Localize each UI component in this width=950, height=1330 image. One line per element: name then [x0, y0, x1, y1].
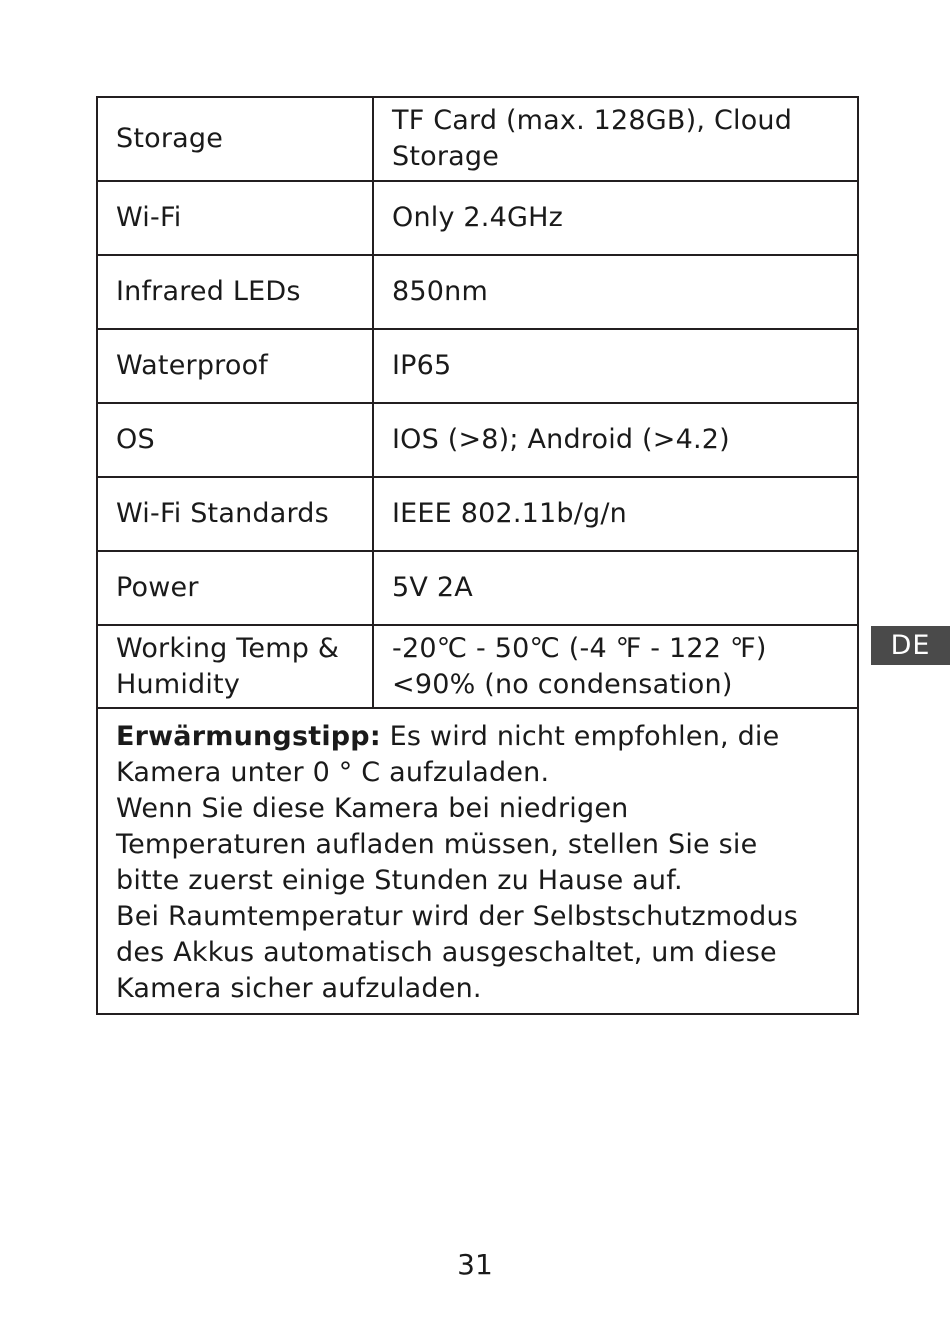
- note-line: des Akkus automatisch ausgeschaltet, um diese: [116, 937, 777, 968]
- spec-label: Power: [97, 551, 373, 625]
- note-line: Temperaturen aufladen müssen, stellen Sie sie: [116, 829, 758, 860]
- spec-value: Only 2.4GHz: [373, 181, 858, 255]
- note-line: Kamera unter 0 ° C aufzuladen.: [116, 757, 550, 788]
- spec-label-line: Humidity: [116, 668, 241, 700]
- charging-tip-row: [97, 708, 858, 1014]
- spec-value-line: TF Card (max. 128GB), Cloud: [392, 105, 793, 136]
- spec-row-infrared-leds: [97, 255, 858, 329]
- specifications-table: [96, 96, 859, 1015]
- spec-value: 850nm: [373, 255, 858, 329]
- note-line: bitte zuerst einige Stunden zu Hause auf.: [116, 865, 683, 896]
- spec-value: IEEE 802.11b/g/n: [373, 477, 858, 551]
- note-line: Wenn Sie diese Kamera bei niedrigen: [116, 793, 629, 824]
- note-line: Bei Raumtemperatur wird der Selbstschutzmodus: [116, 901, 799, 932]
- note-line: Kamera sicher aufzuladen.: [116, 973, 482, 1004]
- spec-value-line: -20℃ - 50℃ (-4 ℉ - 122 ℉): [392, 632, 767, 664]
- spec-row-wifi: [97, 181, 858, 255]
- spec-value: IOS (>8); Android (>4.2): [373, 403, 858, 477]
- spec-label-line: Working Temp &: [116, 632, 340, 664]
- spec-label: Waterproof: [97, 329, 373, 403]
- spec-label: Wi-Fi: [97, 181, 373, 255]
- spec-row-storage: [97, 97, 858, 181]
- note-text: Es wird nicht empfohlen, die: [380, 721, 780, 752]
- note-line: [116, 719, 839, 755]
- spec-value-line: <90% (no condensation): [392, 668, 733, 700]
- spec-value: 5V 2A: [373, 551, 858, 625]
- charging-tip-note: [97, 708, 858, 1014]
- spec-row-waterproof: [97, 329, 858, 403]
- spec-label: Storage: [97, 97, 373, 181]
- spec-row-os: [97, 403, 858, 477]
- page-number: 31: [457, 1248, 493, 1281]
- spec-label: Wi-Fi Standards: [97, 477, 373, 551]
- spec-value: [373, 625, 858, 708]
- spec-row-wifi-standards: [97, 477, 858, 551]
- spec-label: Infrared LEDs: [97, 255, 373, 329]
- spec-value-line: Storage: [392, 141, 500, 172]
- spec-value: IP65: [373, 329, 858, 403]
- spec-label: OS: [97, 403, 373, 477]
- note-bold-label: Erwärmungstipp:: [116, 721, 381, 752]
- spec-row-working-temp-humidity: [97, 625, 858, 708]
- language-tab: DE: [871, 626, 950, 665]
- spec-row-power: [97, 551, 858, 625]
- spec-label: [97, 625, 373, 708]
- spec-value: [373, 97, 858, 181]
